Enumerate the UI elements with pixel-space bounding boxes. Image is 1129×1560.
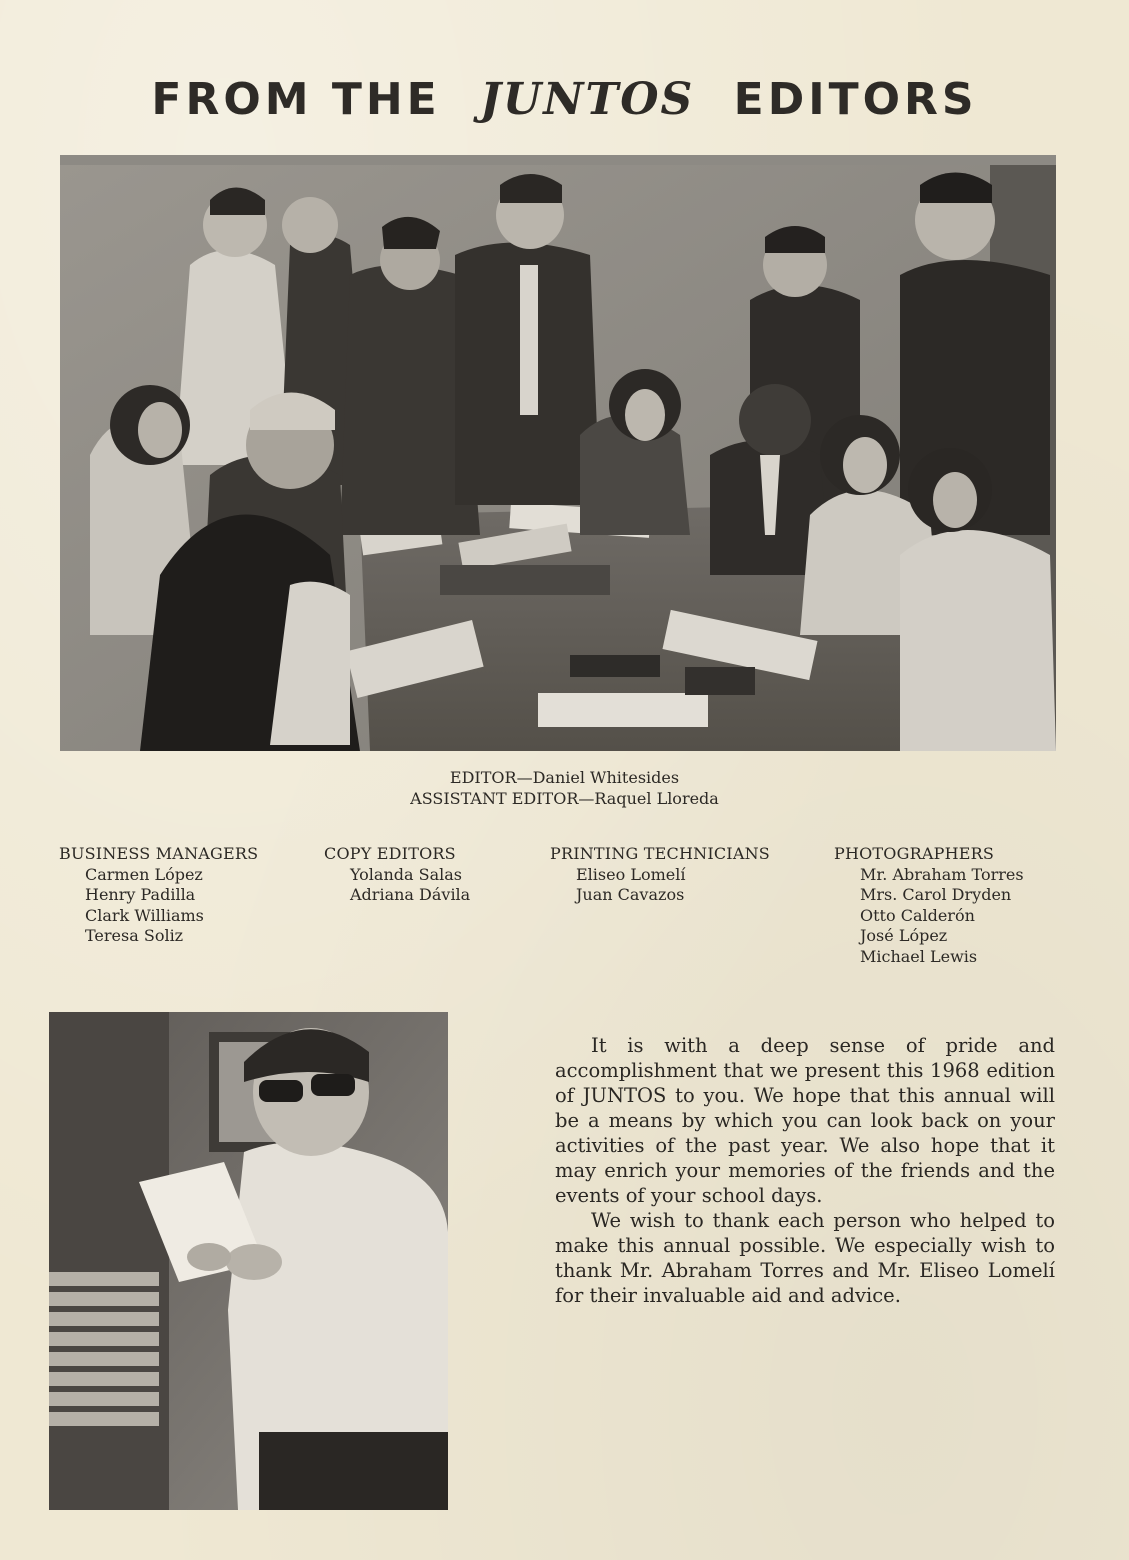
printing-technicians-column — [550, 844, 770, 906]
editor-credit: EDITOR—Daniel Whitesides — [449, 768, 680, 787]
staff-name: Eliseo Lomelí — [576, 864, 686, 884]
page-title — [0, 74, 1129, 125]
staff-name: Carmen López — [85, 864, 203, 884]
title-juntos-logotype: JUNTOS — [480, 74, 695, 125]
editor-portrait-photo — [49, 1012, 448, 1510]
staff-name: Clark Williams — [85, 905, 204, 925]
photographers-column — [834, 844, 1024, 967]
message-paragraph-1: It is with a deep sense of pride and accomplishment that we present this 1968 edition of JUNTOS to you. We hope that this annual will be a means by which you can look back on your activities of the past year. We also hope that it may enrich your memories of the friends and the events of your school days. — [555, 1034, 1055, 1207]
copy-editors-heading: COPY EDITORS — [324, 844, 456, 863]
title-prefix: FROM THE — [151, 74, 441, 125]
printing-technicians-heading: PRINTING TECHNICIANS — [550, 844, 770, 863]
staff-name: Mrs. Carol Dryden — [860, 885, 1012, 904]
business-managers-column — [59, 844, 258, 947]
business-managers-heading: BUSINESS MANAGERS — [59, 844, 259, 863]
business-managers-list — [59, 865, 258, 947]
photographers-list — [834, 865, 1024, 968]
staff-name: Otto Calderón — [860, 905, 975, 925]
staff-name: Teresa Soliz — [85, 926, 184, 945]
copy-editors-column — [324, 844, 470, 906]
assistant-editor-credit: ASSISTANT EDITOR—Raquel Lloreda — [410, 789, 719, 808]
staff-group-photo — [60, 155, 1056, 751]
copy-editors-list — [324, 865, 470, 906]
staff-name: Michael Lewis — [860, 946, 978, 966]
editor-portrait-photo-image — [49, 1012, 448, 1510]
staff-name: Juan Cavazos — [576, 885, 685, 904]
staff-name: Henry Padilla — [85, 885, 196, 904]
staff-name: Adriana Dávila — [350, 885, 471, 904]
title-suffix: EDITORS — [733, 74, 978, 125]
printing-technicians-list — [550, 865, 770, 906]
editors-message — [555, 1033, 1055, 1308]
staff-name: José López — [860, 926, 948, 945]
photographers-heading: PHOTOGRAPHERS — [834, 844, 995, 863]
message-paragraph-2: We wish to thank each person who helped to make this annual possible. We especially wish to thank Mr. Abraham Torres and Mr. Eliseo Lomelí for their invaluable aid and advice. — [555, 1209, 1055, 1307]
staff-name: Yolanda Salas — [350, 864, 462, 884]
staff-group-photo-image — [60, 155, 1056, 751]
staff-name: Mr. Abraham Torres — [860, 864, 1024, 884]
